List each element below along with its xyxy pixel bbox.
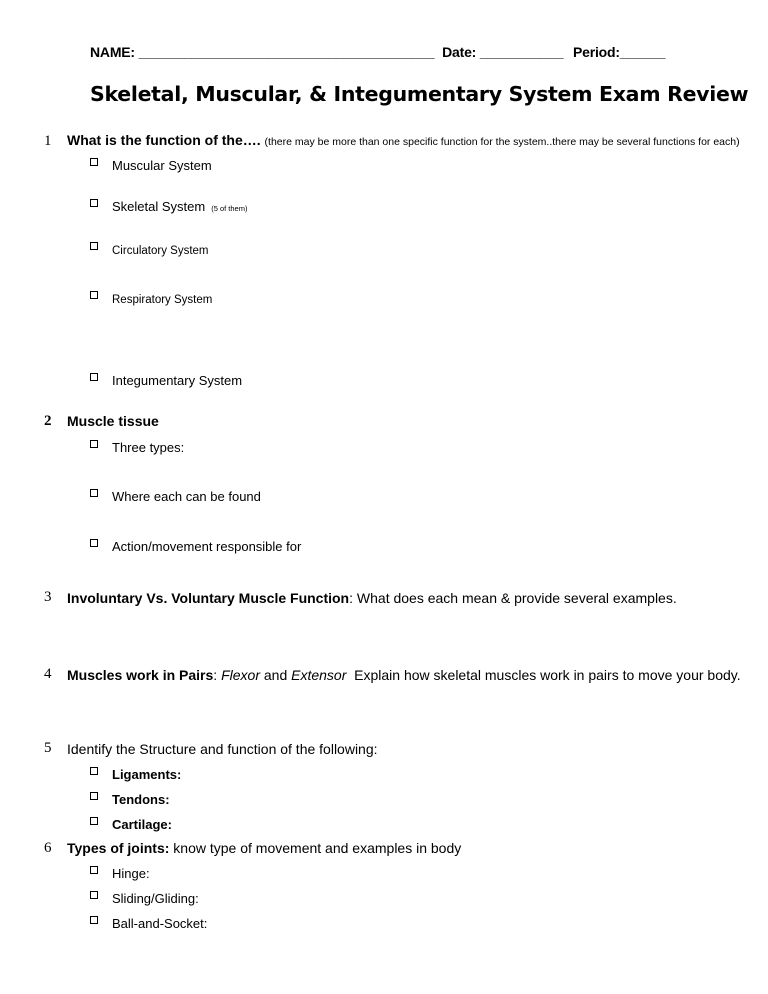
checkbox-bullet-icon: [90, 539, 98, 547]
question-4-and: and: [259, 667, 292, 683]
list-item: [90, 373, 242, 388]
item-label: Respiratory System: [112, 294, 213, 306]
item-label: Hinge:: [112, 866, 150, 881]
question-1-number: 1: [44, 133, 52, 149]
item-label: Muscular System: [112, 158, 212, 173]
extensor-term: Extensor: [291, 667, 347, 683]
item-label: Ball-and-Socket:: [112, 916, 208, 931]
list-item: [90, 291, 212, 306]
item-label: Circulatory System: [112, 245, 209, 257]
question-3-number: 3: [44, 589, 52, 605]
list-item: [90, 866, 150, 881]
item-label: Three types:: [112, 440, 185, 455]
list-item: [90, 817, 172, 832]
checkbox-bullet-icon: [90, 792, 98, 800]
checkbox-bullet-icon: [90, 817, 98, 825]
question-1-note: (there may be more than one specific function for the system..there may be several functions for each): [264, 136, 740, 148]
checkbox-bullet-icon: [90, 891, 98, 899]
date-field-label: Date: ___________: [442, 44, 564, 60]
question-6-lead: Types of joints:: [67, 840, 170, 856]
item-label: Cartilage:: [112, 817, 172, 832]
question-4-rest: Explain how skeletal muscles work in pairs to move your body.: [346, 667, 741, 683]
question-1-lead: What is the function of the….: [67, 132, 261, 148]
item-note: (5 of them): [211, 204, 248, 213]
item-label: Integumentary System: [112, 373, 243, 388]
checkbox-bullet-icon: [90, 199, 98, 207]
checkbox-bullet-icon: [90, 440, 98, 448]
question-2-text: [67, 413, 159, 429]
item-label: Ligaments:: [112, 767, 182, 782]
checkbox-bullet-icon: [90, 291, 98, 299]
flexor-term: Flexor: [221, 667, 260, 683]
item-label: Skeletal System: [112, 199, 206, 214]
checkbox-bullet-icon: [90, 158, 98, 166]
list-item: [90, 158, 212, 173]
question-4-separator: :: [213, 667, 222, 683]
item-label: Action/movement responsible for: [112, 539, 302, 554]
checkbox-bullet-icon: [90, 373, 98, 381]
question-6-text: [67, 840, 461, 856]
question-1-text: [67, 132, 740, 148]
question-4-text: [67, 667, 741, 683]
list-item: [90, 440, 184, 455]
question-4-lead: Muscles work in Pairs: [67, 667, 214, 683]
period-field-label: Period:______: [573, 44, 666, 60]
question-4-number: 4: [44, 666, 52, 682]
checkbox-bullet-icon: [90, 489, 98, 497]
list-item: [90, 792, 170, 807]
item-label: Where each can be found: [112, 489, 261, 504]
list-item: [90, 916, 207, 931]
checkbox-bullet-icon: [90, 767, 98, 775]
list-item: [90, 489, 261, 504]
question-6-rest: know type of movement and examples in body: [169, 840, 462, 856]
name-field-label: NAME: _______________________________________: [90, 44, 435, 60]
checkbox-bullet-icon: [90, 916, 98, 924]
page-title: Skeletal, Muscular, & Integumentary System Exam Review: [90, 82, 749, 106]
student-info-header: [90, 44, 665, 60]
item-label: Sliding/Gliding:: [112, 891, 199, 906]
question-5-text: Identify the Structure and function of the following:: [67, 741, 378, 757]
question-2-number: 2: [44, 413, 52, 429]
question-6-number: 6: [44, 840, 52, 856]
list-item: [90, 539, 301, 554]
question-3-lead: Involuntary Vs. Voluntary Muscle Function: [67, 590, 350, 606]
question-3-text: [67, 590, 677, 606]
list-item: [90, 767, 181, 782]
question-5-number: 5: [44, 740, 52, 756]
question-3-rest: : What does each mean & provide several examples.: [349, 590, 677, 606]
question-2-lead: Muscle tissue: [67, 413, 159, 429]
checkbox-bullet-icon: [90, 866, 98, 874]
list-item: [90, 891, 199, 906]
list-item: [90, 199, 247, 214]
item-label: Tendons:: [112, 792, 170, 807]
list-item: [90, 242, 209, 257]
checkbox-bullet-icon: [90, 242, 98, 250]
